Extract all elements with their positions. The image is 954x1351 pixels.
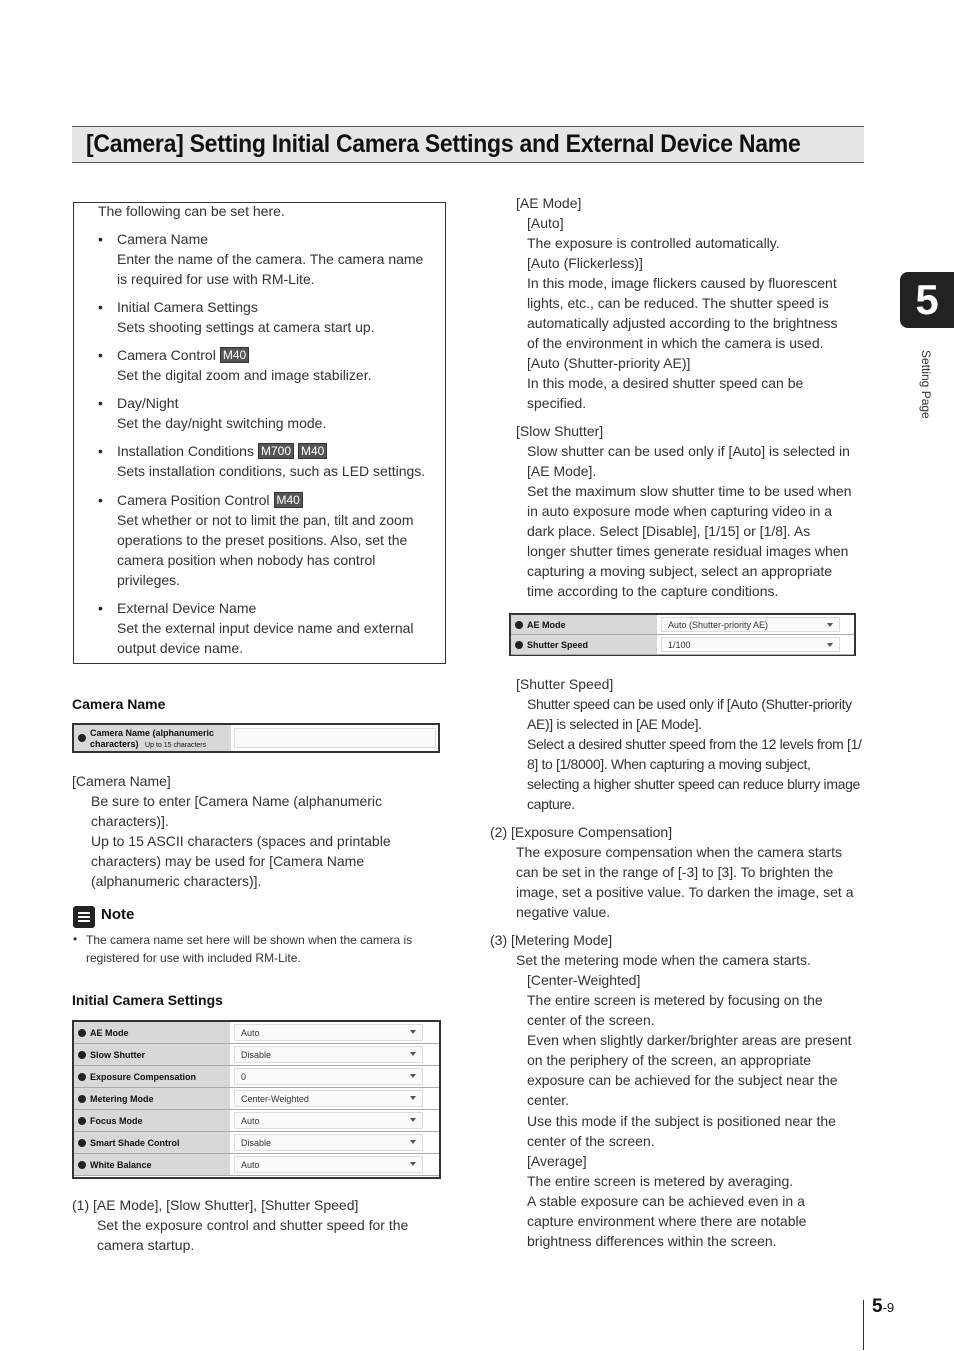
setting-select[interactable] <box>234 1090 423 1107</box>
camera-name-heading: Camera Name <box>72 696 166 712</box>
shutter-speed-line: selecting a higher shutter speed can reduce blurry image <box>527 776 860 792</box>
model-badge: M700 <box>258 443 294 459</box>
setting-label-text: Metering Mode <box>90 1094 154 1104</box>
exposure-comp-line: image, set a positive value. To darken the image, set a <box>516 884 854 900</box>
setting-row <box>74 1088 439 1110</box>
page-title-bar <box>72 126 864 163</box>
setting-label-text: AE Mode <box>90 1028 129 1038</box>
camera-name-line: (alphanumeric characters)]. <box>91 873 262 889</box>
camera-name-label-main: Camera Name (alphanumeric <box>90 728 215 738</box>
note-bullet: • <box>73 932 78 946</box>
info-icon <box>78 1073 86 1081</box>
info-icon <box>78 1051 86 1059</box>
chapter-tab: 5 <box>900 272 954 328</box>
summary-item-desc: Set whether or not to limit the pan, tilt and zoom <box>117 512 414 528</box>
setting-label <box>74 1154 230 1175</box>
setting-label <box>74 1022 230 1043</box>
summary-bullet: • <box>98 492 103 508</box>
camera-name-panel <box>72 723 440 753</box>
setting-value: 1/100 <box>668 640 691 650</box>
setting-label-text: Slow Shutter <box>90 1050 146 1060</box>
info-icon <box>515 641 523 649</box>
metering-line: The entire screen is metered by focusing on the <box>527 992 823 1008</box>
setting-label <box>511 635 657 654</box>
note-line: registered for use with included RM-Lite. <box>86 951 301 965</box>
setting-label <box>74 1088 230 1109</box>
initial-settings-panel <box>72 1020 441 1179</box>
slow-shutter-line: capturing a moving subject, select an appropriate <box>527 563 833 579</box>
summary-bullet: • <box>98 443 103 459</box>
summary-intro: The following can be set here. <box>98 203 285 219</box>
shutter-speed-line: 8] to [1/8000]. When capturing a moving subject, <box>527 756 811 772</box>
summary-item-desc: privileges. <box>117 572 181 588</box>
camera-name-term: [Camera Name] <box>72 773 171 789</box>
setting-label <box>511 615 657 634</box>
summary-item-name: External Device Name <box>117 600 257 616</box>
slow-shutter-line: Set the maximum slow shutter time to be used when <box>527 483 852 499</box>
note-icon <box>73 906 95 928</box>
ae-mode-line: specified. <box>527 395 587 411</box>
ae-mode-panel <box>509 613 856 656</box>
setting-select[interactable] <box>234 1068 423 1085</box>
summary-item-desc: Set the external input device name and external <box>117 620 414 636</box>
setting-value: 0 <box>241 1072 247 1082</box>
setting-select[interactable] <box>661 617 840 632</box>
setting-label <box>74 1132 230 1153</box>
chevron-down-icon <box>410 1096 416 1100</box>
info-icon <box>515 621 523 629</box>
summary-item-desc: camera position when nobody has control <box>117 552 376 568</box>
slow-shutter-term: [Slow Shutter] <box>516 423 604 439</box>
ae-mode-line: [Auto (Shutter-priority AE)] <box>527 355 691 371</box>
slow-shutter-line: longer shutter times generate residual images when <box>527 543 849 559</box>
model-badge: M40 <box>274 492 303 508</box>
slow-shutter-line: Slow shutter can be used only if [Auto] is selected in <box>527 443 850 459</box>
setting-row <box>511 635 854 655</box>
setting-value: Auto (Shutter-priority AE) <box>668 620 769 630</box>
setting-value: Disable <box>241 1138 272 1148</box>
shutter-speed-line: AE)] is selected in [AE Mode]. <box>527 716 702 732</box>
summary-item-desc: output device name. <box>117 640 244 656</box>
page-title: [Camera] Setting Initial Camera Settings and External Device Name <box>86 130 801 158</box>
chevron-down-icon <box>410 1140 416 1144</box>
summary-bullet: • <box>98 299 103 315</box>
camera-name-line: Up to 15 ASCII characters (spaces and printable <box>91 833 391 849</box>
setting-select[interactable] <box>234 1156 423 1173</box>
setting-label-text: Shutter Speed <box>527 640 589 650</box>
ae-mode-line: of the environment in which the camera is used. <box>527 335 824 351</box>
info-icon <box>78 734 86 742</box>
ae-mode-term: [AE Mode] <box>516 195 582 211</box>
slow-shutter-line: time according to the capture conditions. <box>527 583 779 599</box>
setting-row <box>74 1132 439 1154</box>
setting-label-text: Smart Shade Control <box>90 1138 180 1148</box>
summary-item-desc: is required for use with RM-Lite. <box>117 271 315 287</box>
summary-item-desc: Enter the name of the camera. The camera name <box>117 251 424 267</box>
summary-item-name: Day/Night <box>117 395 179 411</box>
info-icon <box>78 1117 86 1125</box>
metering-line: exposure can be achieved for the subject near the <box>527 1072 838 1088</box>
setting-label-text: Focus Mode <box>90 1116 143 1126</box>
info-icon <box>78 1161 86 1169</box>
summary-item-desc: operations to the preset positions. Also, set the <box>117 532 408 548</box>
summary-bullet: • <box>98 231 103 247</box>
summary-item-name: Camera Name <box>117 231 209 247</box>
info-icon <box>78 1029 86 1037</box>
summary-bullet: • <box>98 395 103 411</box>
metering-line: [Center-Weighted] <box>527 972 641 988</box>
info-icon <box>78 1139 86 1147</box>
camera-name-hint: Up to 15 characters <box>145 742 207 749</box>
ae-mode-line: [Auto] <box>527 215 564 231</box>
setting-row <box>74 1022 439 1044</box>
setting-label <box>74 1066 230 1087</box>
setting-label <box>74 1044 230 1065</box>
metering-intro: Set the metering mode when the camera starts. <box>516 952 811 968</box>
camera-name-label <box>74 725 231 751</box>
setting-value: Auto <box>241 1116 260 1126</box>
setting-select[interactable] <box>234 1024 423 1041</box>
summary-item-desc: Sets installation conditions, such as LED settings. <box>117 463 426 479</box>
setting-row <box>74 1066 439 1088</box>
chevron-down-icon <box>410 1074 416 1078</box>
exposure-comp-line: negative value. <box>516 904 611 920</box>
metering-line: Use this mode if the subject is positioned near the <box>527 1113 836 1129</box>
exposure-comp-title: (2) [Exposure Compensation] <box>490 824 673 840</box>
metering-line: center of the screen. <box>527 1012 655 1028</box>
exposure-comp-line: can be set in the range of [-3] to [3]. To brighten the <box>516 864 834 880</box>
setting-select[interactable] <box>661 637 840 652</box>
summary-item-name: Installation Conditions M700 M40 <box>117 441 327 461</box>
note-line: The camera name set here will be shown when the camera is <box>86 933 413 947</box>
summary-item-name: Initial Camera Settings <box>117 299 258 315</box>
chevron-down-icon <box>410 1118 416 1122</box>
slow-shutter-line: in auto exposure mode when capturing video in a <box>527 503 833 519</box>
setting-value: Auto <box>241 1160 260 1170</box>
note-title: Note <box>101 906 135 923</box>
chevron-down-icon <box>827 643 833 647</box>
camera-name-label-sub: characters) <box>90 739 139 749</box>
setting-label <box>74 1110 230 1131</box>
page-rule <box>863 1300 864 1350</box>
camera-name-line: characters) may be used for [Camera Name <box>91 853 365 869</box>
chevron-down-icon <box>410 1052 416 1056</box>
setting-label-text: Exposure Compensation <box>90 1072 197 1082</box>
chevron-down-icon <box>827 623 833 627</box>
exposure-comp-line: The exposure compensation when the camera starts <box>516 844 843 860</box>
ae-mode-line: automatically adjusted according to the brightness <box>527 315 838 331</box>
metering-title: (3) [Metering Mode] <box>490 932 613 948</box>
chevron-down-icon <box>410 1162 416 1166</box>
setting-value: Center-Weighted <box>241 1094 309 1104</box>
summary-bullet: • <box>98 600 103 616</box>
summary-item-desc: Set the digital zoom and image stabilizer. <box>117 367 372 383</box>
setting-row <box>511 615 854 635</box>
metering-line: The entire screen is metered by averaging. <box>527 1173 794 1189</box>
metering-line: A stable exposure can be achieved even in a <box>527 1193 805 1209</box>
slow-shutter-line: [AE Mode]. <box>527 463 597 479</box>
metering-line: capture environment where there are notable <box>527 1213 807 1229</box>
summary-item-name: Camera Position Control M40 <box>117 490 303 510</box>
model-badge: M40 <box>298 443 327 459</box>
chevron-down-icon <box>410 1030 416 1034</box>
shutter-speed-line: Select a desired shutter speed from the 12 levels from [1/ <box>527 736 862 752</box>
initial-settings-heading: Initial Camera Settings <box>72 992 223 1008</box>
setting-label-text: White Balance <box>90 1160 152 1170</box>
camera-name-line: characters)]. <box>91 813 169 829</box>
item1-line: Set the exposure control and shutter speed for the <box>97 1217 409 1233</box>
setting-select[interactable] <box>234 1046 423 1063</box>
ae-mode-line: In this mode, image flickers caused by fluorescent <box>527 275 837 291</box>
setting-row <box>74 1154 439 1176</box>
ae-mode-line: [Auto (Flickerless)] <box>527 255 643 271</box>
setting-value: Disable <box>241 1050 272 1060</box>
summary-item-desc: Set the day/night switching mode. <box>117 415 327 431</box>
shutter-speed-term: [Shutter Speed] <box>516 676 614 692</box>
summary-item-desc: Sets shooting settings at camera start up. <box>117 319 375 335</box>
metering-line: center. <box>527 1092 570 1108</box>
metering-line: [Average] <box>527 1153 587 1169</box>
setting-value: Auto <box>241 1028 260 1038</box>
setting-select[interactable] <box>234 1134 423 1151</box>
info-icon <box>78 1095 86 1103</box>
camera-name-line: Be sure to enter [Camera Name (alphanumeric <box>91 793 383 809</box>
metering-line: on the periphery of the screen, an appropriate <box>527 1052 812 1068</box>
shutter-speed-line: capture. <box>527 796 575 812</box>
camera-name-input[interactable] <box>234 728 436 748</box>
summary-bullet: • <box>98 347 103 363</box>
model-badge: M40 <box>220 347 249 363</box>
slow-shutter-line: dark place. Select [Disable], [1/15] or [1/8]. As <box>527 523 811 539</box>
ae-mode-line: The exposure is controlled automatically. <box>527 235 780 251</box>
page-number <box>872 1296 894 1318</box>
setting-row <box>74 1110 439 1132</box>
setting-select[interactable] <box>234 1112 423 1129</box>
page-chapter: 5 <box>872 1296 883 1317</box>
summary-item-name: Camera Control M40 <box>117 345 249 365</box>
metering-line: center of the screen. <box>527 1133 655 1149</box>
item1-title: (1) [AE Mode], [Slow Shutter], [Shutter Speed] <box>72 1197 359 1213</box>
ae-mode-line: lights, etc., can be reduced. The shutter speed is <box>527 295 829 311</box>
ae-mode-line: In this mode, a desired shutter speed can be <box>527 375 804 391</box>
setting-row <box>74 1044 439 1066</box>
chapter-label: Setting Page <box>919 350 933 419</box>
setting-label-text: AE Mode <box>527 620 566 630</box>
shutter-speed-line: Shutter speed can be used only if [Auto (Shutter-priority <box>527 696 852 712</box>
metering-line: brightness differences within the screen. <box>527 1233 777 1249</box>
metering-line: Even when slightly darker/brighter areas are present <box>527 1032 852 1048</box>
page-sub: -9 <box>882 1300 895 1315</box>
item1-line: camera startup. <box>97 1237 195 1253</box>
